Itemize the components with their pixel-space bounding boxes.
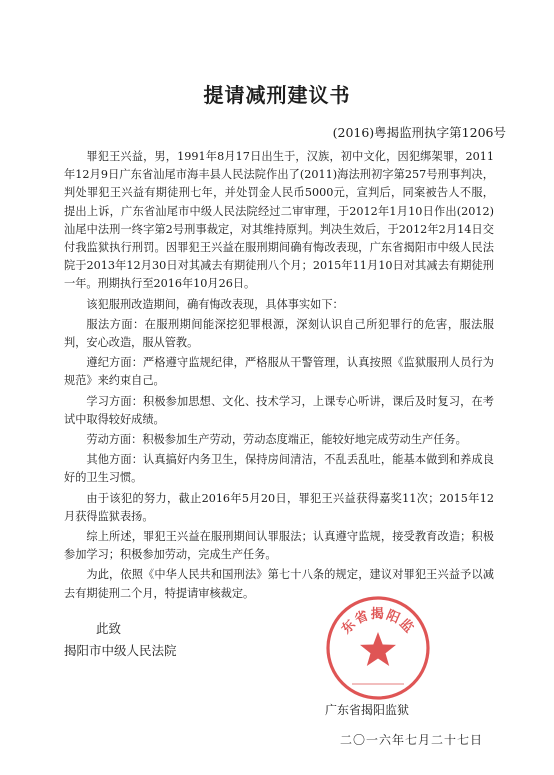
paragraph-law-abiding: 服法方面：在服刑期间能深挖犯罪根源，深刻认识自己所犯罪行的危害，服法服判，安心改造，服从管教。 [64, 317, 494, 350]
document-number: (2016)粤揭监刑执字第1206号 [332, 125, 506, 140]
paragraph-recommendation: 为此，依照《中华人民共和国刑法》第七十八条的规定，建议对罪犯王兴益予以减去有期徒刑二个月，特提请审核裁定。 [64, 568, 494, 600]
addressee-court: 揭阳市中级人民法院 [64, 643, 177, 658]
document-title: 提请减刑建议书 [203, 83, 351, 107]
signing-organization: 广东省揭阳监狱 [325, 703, 410, 717]
paragraph-other: 其他方面：认真搞好内务卫生，保持房间清洁，不乱丢乱吐，能基本做到和养成良好的卫生习惯。 [64, 453, 494, 485]
svg-text:东省揭阳监: 东省揭阳监 [339, 607, 417, 638]
paragraph-labor: 劳动方面：积极参加生产劳动，劳动态度端正，能较好地完成劳动生产任务。 [86, 433, 467, 447]
paragraph-awards: 由于该犯的努力，截止2016年5月20日，罪犯王兴益获得嘉奖11次；2015年12月获得监狱表扬。 [64, 491, 494, 523]
paragraph-intro: 该犯服刑改造期间，确有悔改表现，具体事实如下： [86, 297, 344, 311]
official-seal-stamp [322, 592, 434, 704]
signing-date: 二〇一六年七月二十七日 [340, 733, 484, 747]
paragraph-criminal-record: 罪犯王兴益，男，1991年8月17日出生于，汉族，初中文化，因犯绑架罪，2011年12月9日广东省汕尾市海丰县人民法院作出了(2011)海法刑初字第257号刑事判决，判处罪犯王兴益有期徒刑七年，并处罚金人民币5000元，宣判后，同案被告人不服，提出上诉，广东省汕尾市中级人民法院经过二审审理，于2012年1月10日作出(2012)汕尾中法刑一终字第2号刑事裁定，对其维持原判。判决生效后，于2012年2月14日交付我监狱执行刑罚。因罪犯王兴益在服刑期间确有悔改表现，广东省揭阳市中级人民法院于2013年12月30日对其减去有期徒刑八个月；2015年11月10日对其减去有期徒刑一年。刑期执行至2016年10月26日。 [64, 150, 494, 291]
document-body [64, 148, 494, 605]
closing-salutation: 此致 [96, 621, 122, 636]
paragraph-summary: 综上所述，罪犯王兴益在服刑期间认罪服法；认真遵守监规，接受教育改造；积极参加学习；积极参加劳动，完成生产任务。 [64, 530, 494, 562]
paragraph-study: 学习方面：积极参加思想、文化、技术学习，上课专心听讲，课后及时复习，在考试中取得较好成绩。 [64, 394, 494, 426]
paragraph-discipline: 遵纪方面：严格遵守监规纪律，严格服从干警管理，认真按照《监狱服刑人员行为规范》来约束自己。 [64, 356, 494, 388]
addressee-block [64, 618, 177, 662]
